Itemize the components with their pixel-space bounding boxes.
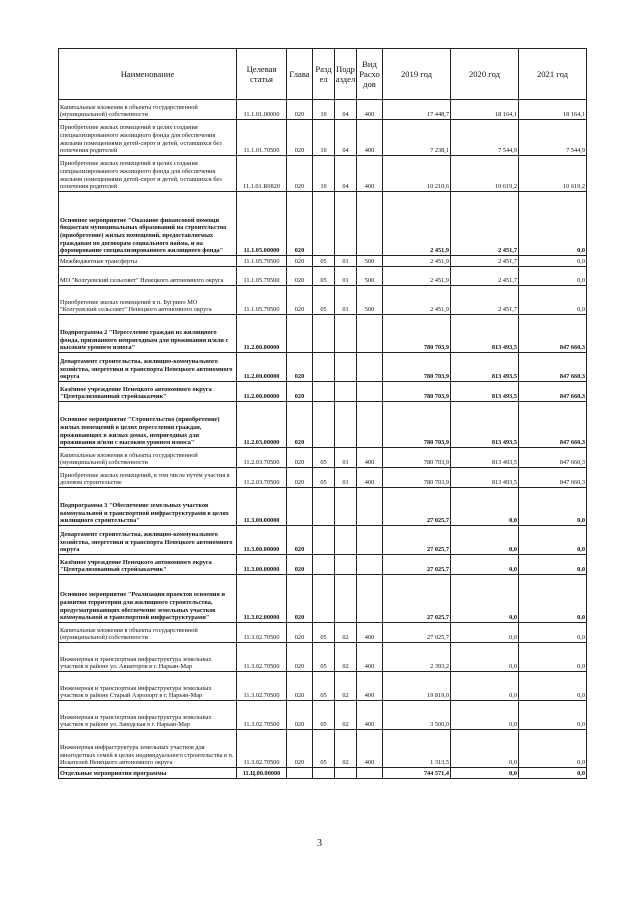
cell-razdel: [313, 526, 335, 555]
table-row: [59, 730, 587, 768]
cell-target-article: 11.1.05.79500: [237, 267, 287, 286]
cell-glava: 020: [287, 286, 313, 315]
cell-vid-raskhodov: [357, 768, 383, 779]
cell-2020: 813 493,5: [451, 382, 519, 402]
cell-glava: 020: [287, 672, 313, 701]
cell-2020: 0,0: [451, 672, 519, 701]
cell-razdel: 10: [313, 120, 335, 156]
cell-2020: 0,0: [451, 701, 519, 730]
cell-razdel: 05: [313, 623, 335, 643]
cell-podrazdel: 01: [335, 468, 357, 488]
cell-2020: 2 451,7: [451, 286, 519, 315]
cell-2021: 0,0: [519, 526, 587, 555]
cell-glava: 020: [287, 575, 313, 623]
cell-podrazdel: [335, 575, 357, 623]
cell-vid-raskhodov: 400: [357, 730, 383, 768]
table-row: [59, 555, 587, 575]
cell-2020: 813 493,5: [451, 402, 519, 448]
cell-name: Межбюджетные трансферты: [59, 256, 237, 267]
cell-target-article: 11.1.01.70500: [237, 120, 287, 156]
table-row: [59, 468, 587, 488]
cell-2021: 847 660,3: [519, 382, 587, 402]
cell-name: Капитальные вложения в объекты государственной (муниципальной) собственности: [59, 448, 237, 468]
cell-2019: 2 451,9: [383, 267, 451, 286]
table-row: [59, 768, 587, 779]
cell-name: Инженерная инфраструктура земельных участков для многодетных семей в целях индивидуального строительства в п. Искателей Ненецкого автономного округа: [59, 730, 237, 768]
cell-2019: 27 025,7: [383, 488, 451, 526]
cell-target-article: 11.3.02.00000: [237, 575, 287, 623]
cell-name: Приобретение жилых помещений в п. Бугрино МО "Колгуевский сельсовет" Ненецкого автономного округа: [59, 286, 237, 315]
cell-target-article: 11.1.05.79500: [237, 286, 287, 315]
cell-razdel: 05: [313, 256, 335, 267]
cell-name: Департамент строительства, жилищно-коммунального хозяйства, энергетики и транспорта Ненецкого автономного округа: [59, 526, 237, 555]
cell-2021: 0,0: [519, 623, 587, 643]
cell-2021: 0,0: [519, 730, 587, 768]
cell-glava: 020: [287, 643, 313, 672]
table-body: [59, 100, 587, 779]
cell-target-article: 11.3.00.00000: [237, 555, 287, 575]
cell-2020: 7 544,9: [451, 120, 519, 156]
table-row: [59, 402, 587, 448]
cell-2020: 0,0: [451, 575, 519, 623]
cell-2020: 813 493,5: [451, 315, 519, 353]
cell-2020: 0,0: [451, 488, 519, 526]
cell-2020: 2 451,7: [451, 267, 519, 286]
table-row: [59, 267, 587, 286]
cell-2019: 1 313,5: [383, 730, 451, 768]
cell-2021: 0,0: [519, 701, 587, 730]
cell-podrazdel: 01: [335, 256, 357, 267]
cell-podrazdel: 02: [335, 643, 357, 672]
cell-vid-raskhodov: [357, 402, 383, 448]
cell-target-article: 11.3.02.70500: [237, 623, 287, 643]
cell-vid-raskhodov: 400: [357, 701, 383, 730]
cell-target-article: 11.1.01.R0820: [237, 156, 287, 192]
cell-target-article: 11.2.03.70500: [237, 468, 287, 488]
cell-podrazdel: [335, 353, 357, 382]
cell-podrazdel: 04: [335, 156, 357, 192]
cell-2020: 2 451,7: [451, 256, 519, 267]
cell-name: Капитальные вложения в объекты государственной (муниципальной) собственности: [59, 100, 237, 120]
cell-2019: 2 451,9: [383, 286, 451, 315]
cell-name: Приобретение жилых помещений, в том числе путём участия в долевом строительстве: [59, 468, 237, 488]
cell-glava: 020: [287, 448, 313, 468]
table-row: [59, 526, 587, 555]
cell-target-article: 11.2.03.00000: [237, 402, 287, 448]
header-target-article: Целевая статья: [237, 49, 287, 100]
cell-vid-raskhodov: 400: [357, 120, 383, 156]
cell-vid-raskhodov: 500: [357, 256, 383, 267]
cell-glava: 020: [287, 256, 313, 267]
cell-podrazdel: 02: [335, 701, 357, 730]
cell-glava: [287, 488, 313, 526]
cell-vid-raskhodov: 400: [357, 100, 383, 120]
cell-2019: 10 210,6: [383, 156, 451, 192]
cell-2021: 0,0: [519, 267, 587, 286]
cell-razdel: [313, 768, 335, 779]
cell-2021: 0,0: [519, 643, 587, 672]
cell-razdel: [313, 353, 335, 382]
cell-podrazdel: 01: [335, 448, 357, 468]
cell-vid-raskhodov: 400: [357, 448, 383, 468]
header-2020: 2020 год: [451, 49, 519, 100]
cell-glava: 020: [287, 267, 313, 286]
cell-vid-raskhodov: [357, 315, 383, 353]
cell-vid-raskhodov: 400: [357, 156, 383, 192]
cell-2020: 0,0: [451, 526, 519, 555]
cell-2020: 0,0: [451, 730, 519, 768]
cell-podrazdel: 02: [335, 623, 357, 643]
header-2019: 2019 год: [383, 49, 451, 100]
cell-vid-raskhodov: 500: [357, 267, 383, 286]
cell-razdel: [313, 575, 335, 623]
cell-name: Основное мероприятие "Реализация проектов освоения и развития территории для жилищного строительства, предусматривающих обеспечение земельных участков коммунальной и транспортной инфраструктурами": [59, 575, 237, 623]
cell-razdel: [313, 315, 335, 353]
table-row: [59, 120, 587, 156]
cell-2021: 10 619,2: [519, 156, 587, 192]
cell-glava: 020: [287, 156, 313, 192]
cell-2021: 0,0: [519, 575, 587, 623]
cell-glava: 020: [287, 192, 313, 256]
cell-target-article: 11.3.00.00000: [237, 488, 287, 526]
cell-2019: 780 703,9: [383, 402, 451, 448]
table-row: [59, 156, 587, 192]
cell-razdel: [313, 402, 335, 448]
cell-podrazdel: 04: [335, 120, 357, 156]
cell-name: Казённое учреждение Ненецкого автономного округа "Централизованный стройзаказчик": [59, 382, 237, 402]
cell-2020: 813 493,5: [451, 353, 519, 382]
cell-razdel: 05: [313, 448, 335, 468]
cell-vid-raskhodov: 400: [357, 643, 383, 672]
cell-razdel: 10: [313, 100, 335, 120]
cell-glava: 020: [287, 120, 313, 156]
cell-name: Приобретение жилых помещений в целях создания специализированного жилищного фонда для обеспечения жилыми помещениями детей-сирот и детей, оставшихся без попечения родителей: [59, 156, 237, 192]
cell-target-article: 11.3.02.70500: [237, 672, 287, 701]
cell-podrazdel: 01: [335, 286, 357, 315]
cell-vid-raskhodov: 500: [357, 286, 383, 315]
cell-razdel: 05: [313, 701, 335, 730]
cell-2021: 0,0: [519, 488, 587, 526]
cell-2019: 27 025,7: [383, 555, 451, 575]
cell-2019: 27 025,7: [383, 526, 451, 555]
cell-podrazdel: [335, 315, 357, 353]
table-row: [59, 382, 587, 402]
table-row: [59, 286, 587, 315]
cell-name: Инженерная и транспортная инфраструктура земельных участков в районе ул. Авиаторов в г. Нарьян-Мар: [59, 643, 237, 672]
cell-glava: 020: [287, 382, 313, 402]
cell-target-article: 11.2.03.70500: [237, 448, 287, 468]
cell-podrazdel: [335, 192, 357, 256]
table-row: [59, 256, 587, 267]
cell-razdel: [313, 382, 335, 402]
cell-2021: 847 660,3: [519, 353, 587, 382]
table-row: [59, 623, 587, 643]
cell-vid-raskhodov: [357, 526, 383, 555]
cell-razdel: 05: [313, 730, 335, 768]
cell-glava: [287, 315, 313, 353]
cell-vid-raskhodov: 400: [357, 468, 383, 488]
cell-podrazdel: 04: [335, 100, 357, 120]
cell-podrazdel: [335, 402, 357, 448]
cell-podrazdel: [335, 488, 357, 526]
cell-glava: [287, 768, 313, 779]
cell-2020: 813 493,5: [451, 468, 519, 488]
table-row: [59, 192, 587, 256]
cell-podrazdel: [335, 382, 357, 402]
cell-target-article: 11.2.00.00000: [237, 382, 287, 402]
cell-glava: 020: [287, 100, 313, 120]
cell-name: Подпрограмма 2 "Переселение граждан из жилищного фонда, признанного непригодным для проживания и/или с высоким уровнем износа": [59, 315, 237, 353]
cell-2019: 7 238,1: [383, 120, 451, 156]
cell-razdel: 05: [313, 643, 335, 672]
cell-name: МО "Колгуевский сельсовет" Ненецкого автономного округа: [59, 267, 237, 286]
cell-2021: 0,0: [519, 192, 587, 256]
cell-razdel: 10: [313, 156, 335, 192]
cell-2019: 780 703,9: [383, 315, 451, 353]
header-vid-raskhodov: Вид Расхо дов: [357, 49, 383, 100]
cell-name: Капитальные вложения в объекты государственной (муниципальной) собственности: [59, 623, 237, 643]
cell-glava: 020: [287, 353, 313, 382]
cell-2021: 7 544,9: [519, 120, 587, 156]
cell-vid-raskhodov: [357, 575, 383, 623]
cell-2021: 847 660,3: [519, 468, 587, 488]
cell-razdel: 05: [313, 672, 335, 701]
header-2021: 2021 год: [519, 49, 587, 100]
cell-vid-raskhodov: 400: [357, 623, 383, 643]
cell-2019: 2 451,9: [383, 192, 451, 256]
cell-2021: 0,0: [519, 286, 587, 315]
cell-2021: 847 660,3: [519, 448, 587, 468]
cell-glava: 020: [287, 402, 313, 448]
cell-name: Основное мероприятие "Оказание финансовой помощи бюджетам муниципальных образований на строительство (приобретение) жилых помещений, предоставляемых гражданам по договорам социального найма, и на формирование специализированного жилищного фонда": [59, 192, 237, 256]
table-row: [59, 353, 587, 382]
cell-vid-raskhodov: [357, 192, 383, 256]
cell-2020: 0,0: [451, 555, 519, 575]
cell-target-article: 11.2.00.00000: [237, 315, 287, 353]
header-name: Наименование: [59, 49, 237, 100]
cell-2019: 780 703,9: [383, 382, 451, 402]
cell-2021: 0,0: [519, 555, 587, 575]
cell-name: Подпрограмма 3 "Обеспечение земельных участков коммунальной и транспортной инфраструктурами в целях жилищного строительства": [59, 488, 237, 526]
cell-podrazdel: 02: [335, 730, 357, 768]
table-row: [59, 643, 587, 672]
budget-table: [58, 48, 587, 779]
cell-razdel: [313, 192, 335, 256]
cell-2019: 2 393,2: [383, 643, 451, 672]
cell-podrazdel: 02: [335, 672, 357, 701]
header-podrazdel: Подр аздел: [335, 49, 357, 100]
cell-2021: 0,0: [519, 672, 587, 701]
header-glava: Глава: [287, 49, 313, 100]
cell-2021: 847 660,3: [519, 402, 587, 448]
cell-podrazdel: [335, 526, 357, 555]
cell-2019: 780 703,9: [383, 353, 451, 382]
page-number: 3: [317, 838, 322, 849]
cell-target-article: 11.1.05.79500: [237, 256, 287, 267]
cell-name: Департамент строительства, жилищно-коммунального хозяйства, энергетики и транспорта Ненецкого автономного округа: [59, 353, 237, 382]
cell-2019: 3 500,0: [383, 701, 451, 730]
cell-target-article: 11.3.02.70500: [237, 701, 287, 730]
cell-target-article: 11.2.00.00000: [237, 353, 287, 382]
cell-razdel: 05: [313, 267, 335, 286]
cell-2019: 27 025,7: [383, 623, 451, 643]
cell-razdel: 05: [313, 286, 335, 315]
cell-target-article: 11.3.00.00000: [237, 526, 287, 555]
cell-name: Инженерная и транспортная инфраструктура земельных участков в районе Старый Аэропорт в г. Нарьян-Мар: [59, 672, 237, 701]
cell-glava: 020: [287, 555, 313, 575]
cell-vid-raskhodov: [357, 353, 383, 382]
cell-2021: 847 660,3: [519, 315, 587, 353]
table-row: [59, 575, 587, 623]
cell-glava: 020: [287, 526, 313, 555]
cell-vid-raskhodov: 400: [357, 672, 383, 701]
cell-target-article: 11.1.05.00000: [237, 192, 287, 256]
cell-2019: 780 703,9: [383, 468, 451, 488]
cell-vid-raskhodov: [357, 382, 383, 402]
cell-2019: 744 571,4: [383, 768, 451, 779]
cell-podrazdel: 01: [335, 267, 357, 286]
cell-2021: 0,0: [519, 256, 587, 267]
cell-target-article: 11.1.01.00000: [237, 100, 287, 120]
cell-2019: 17 448,7: [383, 100, 451, 120]
cell-podrazdel: [335, 768, 357, 779]
cell-glava: 020: [287, 623, 313, 643]
table-row: [59, 672, 587, 701]
table-row: [59, 488, 587, 526]
cell-razdel: 05: [313, 468, 335, 488]
cell-name: Инженерная и транспортная инфраструктура земельных участков в районе ул. Заводская в г. Нарьян-Мар: [59, 701, 237, 730]
cell-razdel: [313, 555, 335, 575]
cell-name: Отдельные мероприятия программы: [59, 768, 237, 779]
cell-2021: 18 164,1: [519, 100, 587, 120]
table-row: [59, 448, 587, 468]
table-row: [59, 315, 587, 353]
cell-glava: 020: [287, 730, 313, 768]
cell-razdel: [313, 488, 335, 526]
cell-2021: 0,0: [519, 768, 587, 779]
cell-2020: 0,0: [451, 623, 519, 643]
cell-2019: 2 451,9: [383, 256, 451, 267]
cell-glava: 020: [287, 468, 313, 488]
cell-2019: 19 819,0: [383, 672, 451, 701]
cell-2019: 780 703,9: [383, 448, 451, 468]
cell-2020: 10 619,2: [451, 156, 519, 192]
cell-2020: 2 451,7: [451, 192, 519, 256]
cell-target-article: 11.Ц.00.00000: [237, 768, 287, 779]
cell-2020: 813 493,5: [451, 448, 519, 468]
cell-2020: 18 164,1: [451, 100, 519, 120]
cell-vid-raskhodov: [357, 488, 383, 526]
cell-target-article: 11.3.02.70500: [237, 730, 287, 768]
cell-name: Основное мероприятие "Строительство (приобретение) жилых помещений в целях переселения граждан, проживающих в жилых домах, непригодных для проживания и/или с высоким уровнем износа": [59, 402, 237, 448]
cell-name: Приобретение жилых помещений в целях создания специализированного жилищного фонда для обеспечения жилыми помещениями детей-сирот и детей, оставшихся без попечения родителей: [59, 120, 237, 156]
cell-2019: 27 025,7: [383, 575, 451, 623]
cell-target-article: 11.3.02.70500: [237, 643, 287, 672]
cell-name: Казённое учреждение Ненецкого автономного округа "Централизованный стройзаказчик": [59, 555, 237, 575]
header-razdel: Разд ел: [313, 49, 335, 100]
table-header-row: [59, 49, 587, 100]
cell-2020: 0,0: [451, 643, 519, 672]
cell-vid-raskhodov: [357, 555, 383, 575]
cell-2020: 0,0: [451, 768, 519, 779]
cell-podrazdel: [335, 555, 357, 575]
cell-glava: 020: [287, 701, 313, 730]
table-row: [59, 100, 587, 120]
table-row: [59, 701, 587, 730]
